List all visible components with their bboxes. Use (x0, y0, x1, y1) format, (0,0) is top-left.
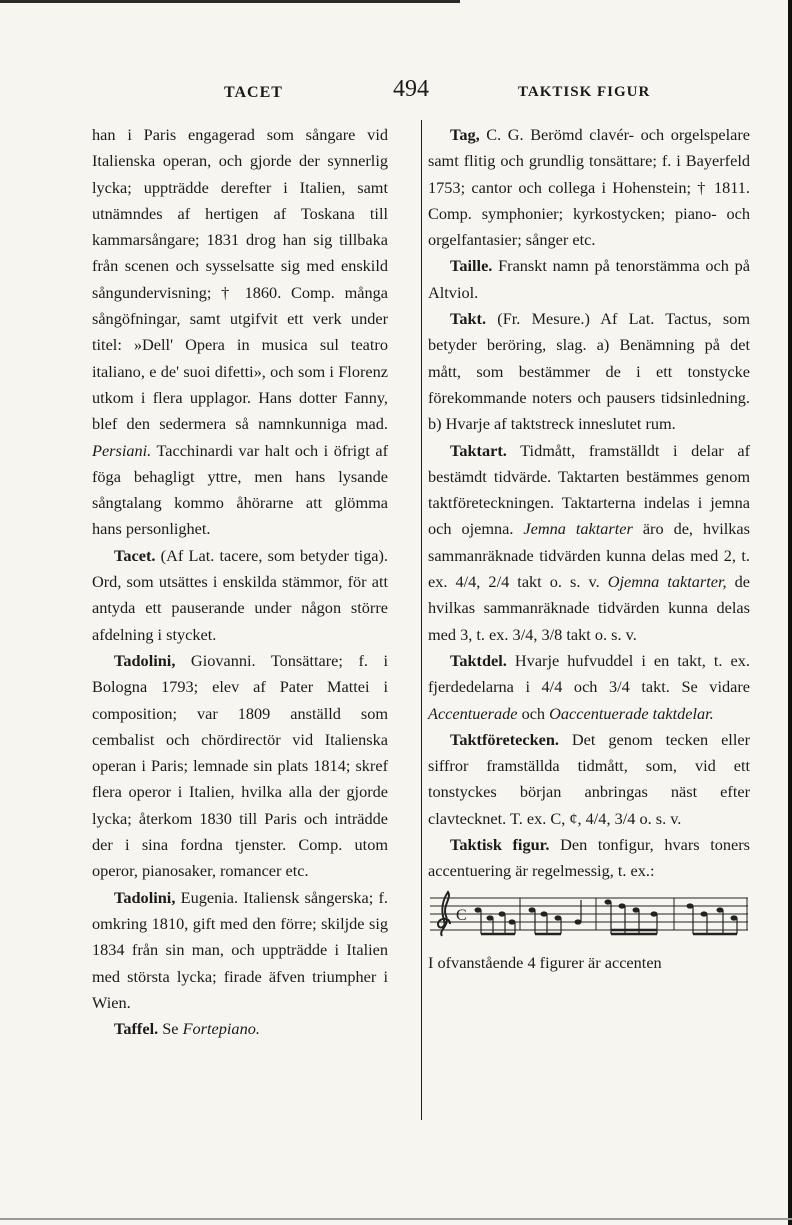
svg-text:C: C (456, 906, 467, 924)
headword: Taktart. (450, 440, 507, 460)
entry-tadolini-eugenia: Tadolini, Eugenia. Italiensk sångerska; f. omkring 1810, gift med den förre; skiljde sig 1834 från sin man, och uppträdde i Italien med största lycka; firade äfven triumpher i Wien. (92, 887, 388, 1012)
entry-takt: Takt. (Fr. Mesure.) Af Lat. Tactus, som betyder beröring, slag. a) Benämning på det mått, som bestämmer de i ett tonstycke förekommande noters och pausers tidsinledning. b) Hvarje af taktstreck inneslutet rum. (428, 309, 750, 434)
header-left-word: TACET (224, 84, 283, 101)
headword: Takt. (450, 309, 487, 329)
header-right-word: TAKTISK FIGUR (518, 84, 651, 100)
music-staff-example (428, 890, 750, 944)
entry-taille: Taille. Franskt namn på tenorstämma och på Altviol. (428, 256, 750, 302)
headword: Tadolini, (114, 650, 176, 670)
entry-taktforetecken: Taktföretecken. Det genom tecken eller siffror framställda tidmått, som, vid ett tonstyckes början anbringas näst efter clavtecknet. T. ex. C, ¢, 4/4, 3/4 o. s. v. (428, 729, 750, 828)
column-divider (421, 120, 422, 1120)
entry-taktisk-figur-continued: I ofvanstående 4 figurer är accenten (428, 952, 662, 972)
entry-tacchinardi-continued: han i Paris engagerad som sångare vid Italienska operan, och gjorde der synnerlig lycka; uppträdde derefter i Italien, samt utnämndes af hertigen af Toskana till kammarsångare; 1831 drog han sig tillbaka från scenen och sysselsatte sig med enskild sångundervisning; † 1860. Comp. många sångöfningar, samt utgifvit ett verk under titel: »Dell' Opera in musica sul teatro italiano, e de' suoi difetti», och som i Florenz utkom i flera upplagor. Hans dotter Fanny, blef den sedermera så namnkunniga mad. Persiani. Tacchinardi var halt och i öfrigt af föga behagligt yttre, men hans lysande sångtalang kommo åhörarne att glömma hans personlighet. (92, 125, 388, 539)
entry-tag: Tag, C. G. Berömd clavér- och orgelspelare samt flitig och grundlig tonsättare; f. i Bayerfeld 1753; cantor och collega i Hohenstein; † 1811. Comp. symphonier; kyrkostycken; piano- och orgelfantasier; sånger etc. (428, 125, 750, 250)
headword: Tadolini, (114, 887, 176, 907)
left-column (92, 122, 388, 1042)
running-header (0, 76, 792, 106)
entry-tacet: Tacet. (Af Lat. tacere, som betyder tiga). Ord, som utsättes i enskilda stämmor, för att antyda ett pauserande under någon större afdelning i stycket. (92, 545, 388, 644)
entry-taktisk-figur: Taktisk figur. Den tonfigur, hvars toners accentuering är regelmessig, t. ex.: (428, 835, 750, 881)
top-rule (0, 0, 460, 3)
headword: Taktföretecken. (450, 729, 559, 749)
headword: Taille. (450, 256, 493, 276)
page-number: 494 (393, 76, 429, 102)
headword: Taktdel. (450, 650, 507, 670)
page-edge (788, 0, 792, 1225)
headword: Taffel. (114, 1019, 159, 1039)
headword: Taktisk figur. (450, 835, 550, 855)
entry-tadolini-giovanni: Tadolini, Giovanni. Tonsättare; f. i Bologna 1793; elev af Pater Mattei i composition; var 1809 anställd som cembalist och chördirectör vid Italienska operan i Paris; lemnade sin plats 1814; skref flera operor i Italien, hvilka alla der gjorde lycka; återkom 1830 till Paris och inträdde der i sina fordna tjenster. Comp. utom operor, pianosaker, romancer etc. (92, 650, 388, 881)
headword: Tacet. (114, 545, 156, 565)
entry-taktdel: Taktdel. Hvarje hufvuddel i en takt, t. ex. fjerdedelarna i 4/4 och 3/4 takt. Se vidare Accentuerade och Oaccentuerade taktdelar. (428, 650, 750, 723)
headword: Tag, (450, 125, 480, 144)
bottom-rule (0, 1218, 792, 1220)
entry-taktart: Taktart. Tidmått, framställdt i delar af bestämdt tidvärde. Taktarten bestämmes genom taktföreteckningen. Taktarterna indelas i jemna och ojemna. Jemna taktarter äro de, hvilkas sammanräknade tidvärden kunna delas med 2, t. ex. 4/4, 2/4 takt o. s. v. Ojemna taktarter, de hvilkas sammanräknade tidvärden kunna delas med 3, t. ex. 3/4, 3/8 takt o. s. v. (428, 440, 751, 644)
right-column (428, 122, 750, 976)
entry-taffel: Taffel. Se Fortepiano. (114, 1019, 260, 1039)
